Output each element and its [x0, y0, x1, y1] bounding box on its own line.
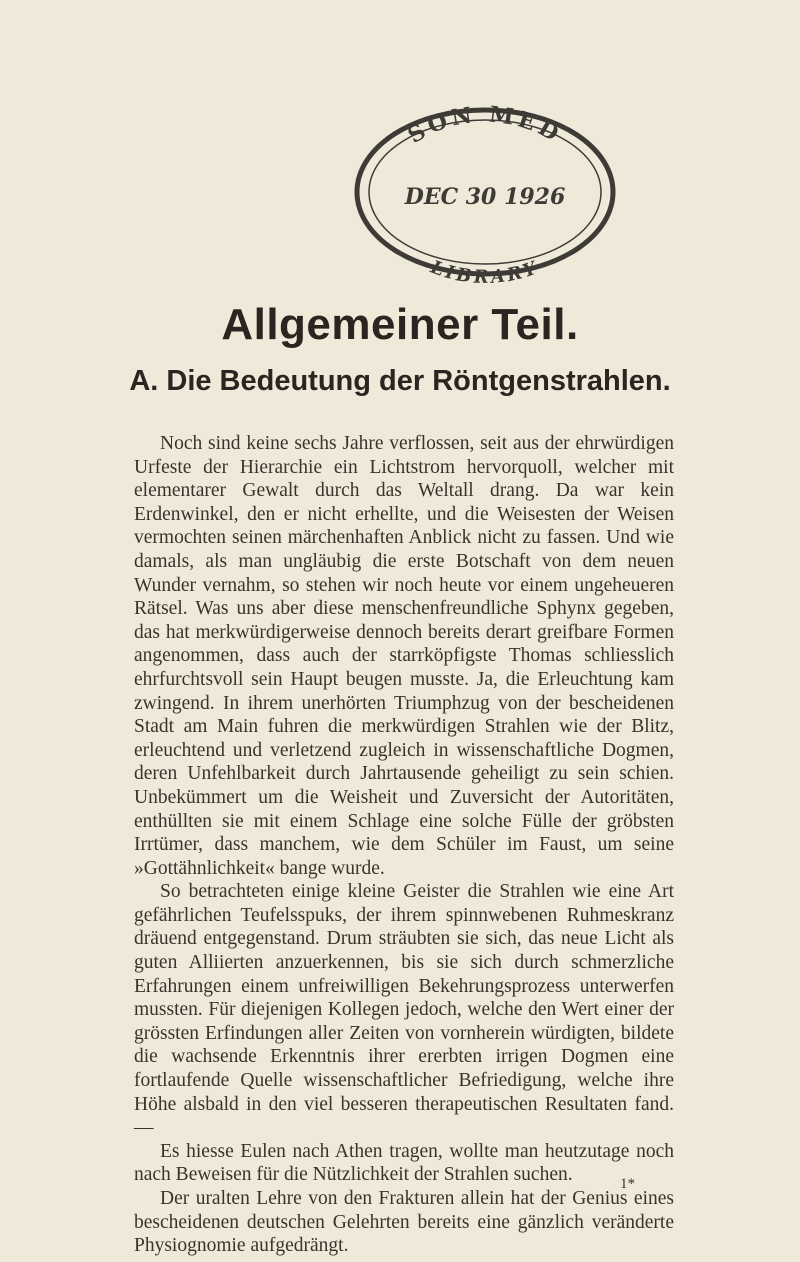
library-stamp	[340, 92, 630, 292]
section-heading: A. Die Bedeutung der Röntgenstrahlen.	[129, 365, 671, 397]
stamp-date: DEC 30 1926	[404, 184, 566, 210]
paragraph-1: Noch sind keine sechs Jahre verflossen, seit aus der ehrwürdigen Urfeste der Hierarchie ein Lichtstrom hervorquoll, welcher mit elementarer Gewalt durch das Weltall drang. Da war kein Erdenwinkel, den er nicht erhellte, und die Weisesten der Weisen vermochten seinen märchenhaften Anblick nicht zu fassen. Und wie damals, als man ungläubig die erste Botschaft von dem neuen Wunder vernahm, so stehen wir noch heute vor einem ungeheueren Rätsel. Was uns aber diese menschenfreundliche Sphynx gegeben, das hat merkwürdigerweise dennoch bereits derart greifbare Formen angenommen, dass auch der starrköpfigste Thomas schliesslich ehrfurchtsvoll sein Haupt beugen musste. Ja, die Erleuchtung kam zwingend. In ihrem unerhörten Triumphzug von der bescheidenen Stadt am Main fuhren die merkwürdigen Strahlen wie der Blitz, erleuchtend und verletzend zugleich in wissenschaftliche Dogmen, deren Unfehlbarkeit durch Jahrtausende geheiligt zu sein schien. Unbekümmert um die Weisheit und Zuversicht der Autoritäten, enthüllten sie mit einem Schlage eine solche Fülle der gröbsten Irrtümer, dass manchem, wie dem Schüler im Faust, um seine »Gottähnlichkeit« bange wurde.	[134, 433, 674, 879]
paragraph-3: Es hiesse Eulen nach Athen tragen, wollte man heutzutage noch nach Beweisen für die Nützlichkeit der Strahlen suchen.	[134, 1140, 674, 1186]
stamp-bottom-text: LIBRARY	[427, 256, 543, 288]
paragraph-2: So betrachteten einige kleine Geister die Strahlen wie eine Art gefährlichen Teufelsspuks, der ihrem spinnwebenen Ruhmeskranz dräuend entgegenstand. Drum sträubten sie sich, das neue Licht als guten Alliierten anzuerkennen, bis sie sich durch schmerzliche Erfahrungen einem unfreiwilligen Bekehrungsprozess unterwerfen mussten. Für diejenigen Kollegen jedoch, welche den Wert einer der grössten Erfindungen aller Zeiten von vornherein würdigten, bildete die wachsende Erkenntnis ihrer ererbten irrigen Dogmen eine fortlaufende Quelle wissenschaftlicher Befriedigung, welche ihre Höhe alsbald in den viel besseren therapeutischen Resultaten fand. —	[134, 881, 674, 1139]
stamp-top-text: SON MED	[403, 101, 567, 149]
paragraph-4: Der uralten Lehre von den Frakturen allein hat der Genius eines bescheidenen deutschen Gelehrten bereits eine gänzlich veränderte Physiognomie aufgedrängt.	[134, 1188, 674, 1257]
body-text	[134, 432, 674, 1258]
page-title: Allgemeiner Teil.	[221, 300, 579, 349]
signature-mark: 1*	[620, 1176, 635, 1192]
